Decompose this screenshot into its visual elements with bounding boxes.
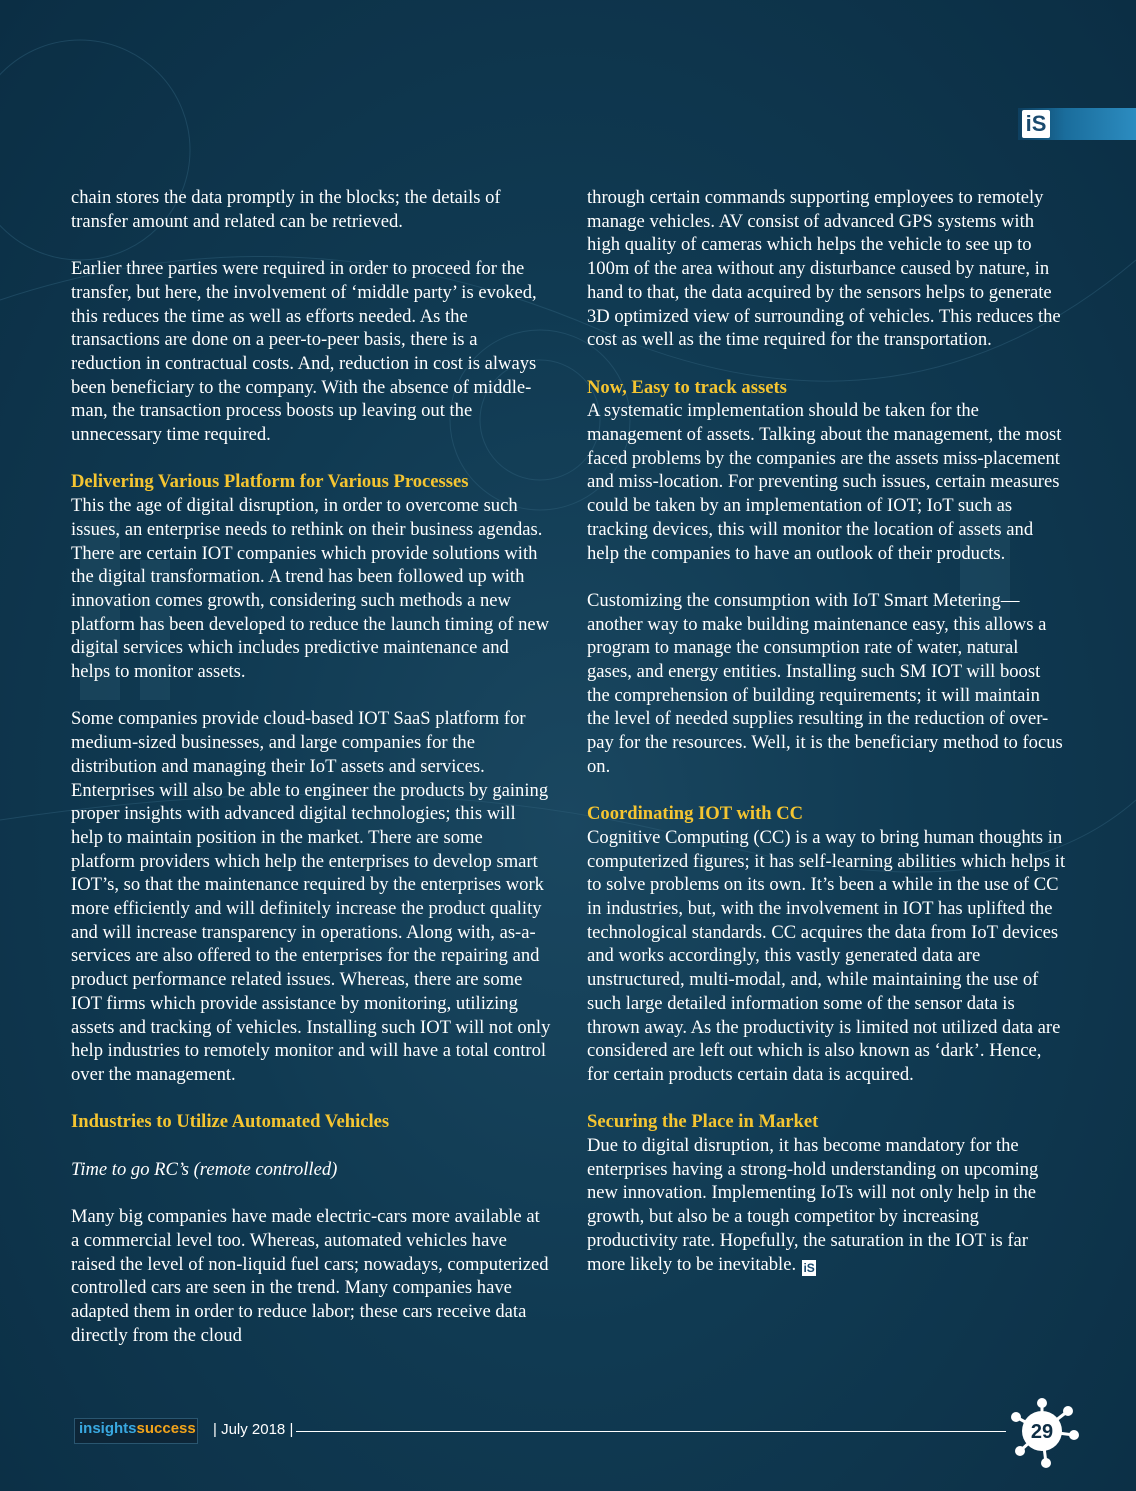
section-heading: Securing the Place in Market (587, 1111, 819, 1133)
section-heading: Now, Easy to track assets (587, 376, 787, 398)
paragraph: chain stores the data promptly in the blocks; the details of transfer amount and related can be retrieved. (71, 187, 501, 232)
paragraph: Some companies provide cloud-based IOT SaaS platform for medium-sized businesses, and large companies for the distribution and managing their IoT assets and services. Enterprises will also be able to engineer the products by gaining proper insights with advanced digital technologies; this will help to maintain position in the market. There are some platform providers which help the enterprises to develop smart IOT’s, so that the maintenance required by the enterprises work more efficiently and will definitely increase the product quality and will increase transparency in operations. Along with, as-a-services are also offered to the enterprises for the repairing and product performance related issues. Whereas, there are some IOT firms which provide assistance by monitoring, utilizing assets and tracking of vehicles. Installing such IOT will not only help industries to remotely monitor and will have a total control over the management. (71, 708, 551, 1085)
section-heading: Coordinating IOT with CC (587, 803, 804, 825)
brand-name-part1: insights (79, 1420, 137, 1437)
footer (0, 1405, 1136, 1465)
section-body: Cognitive Computing (CC) is a way to bring human thoughts in computerized figures; it has self-learning abilities which helps it to solve problems on its own. It’s been a while in the use of CC in industries, but, with the involvement in IOT has uplifted the technological standards. CC acquires the data from IoT devices and works accordingly, this vastly generated data are unstructured, multi-modal, and, while maintaining the use of such large detailed information some of the sensor data is thrown away. As the productivity is limited not utilized data are considered are left out which is also known as ‘dark’. Hence, for certain products certain data is acquired. (587, 826, 1066, 1085)
brand-name-part2: success (136, 1420, 196, 1437)
issue-date: | July 2018 | (213, 1421, 294, 1438)
section (587, 376, 1067, 566)
section (587, 1110, 1067, 1276)
left-column (71, 186, 551, 1347)
footer-divider (296, 1431, 1006, 1432)
page-number: 29 (1030, 1421, 1054, 1443)
right-column (587, 186, 1067, 1276)
paragraph: Customizing the consumption with IoT Smart Metering—another way to make building maintenance easy, this allows a program to manage the consumption rate of water, natural gases, and energy entities. Installing such SM IOT will boost the comprehension of building requirements; it will maintain the level of needed supplies resulting in the reduction of over-pay for the resources. Well, it is the beneficiary method to focus on. (587, 589, 1063, 777)
section (71, 470, 551, 683)
section-body: A systematic implementation should be taken for the management of assets. Talking about the management, the most faced problems by the companies are the assets miss-placement and miss-location. For preventing such issues, certain measures could be taken by an implementation of IOT; IoT such as tracking devices, this will monitor the location of assets and help the companies to have an outlook of their products. (587, 400, 1062, 564)
brand-logo (74, 1418, 198, 1444)
paragraph: through certain commands supporting employees to remotely manage vehicles. AV consist of advanced GPS systems with high quality of cameras which helps the vehicle to see up to 100m of the area without any disturbance caused by nature, in hand to that, the data acquired by the sensors helps to generate 3D optimized view of surrounding of vehicles. This reduces the cost as well as the time required for the transportation. (587, 187, 1061, 351)
section-body: This the age of digital disruption, in order to overcome such issues, an enterprise needs to rethink on their business agendas. There are certain IOT companies which provide solutions with the digital transformation. A trend has been followed up with innovation comes growth, considering such methods a new platform has been developed to reduce the launch timing of new digital services which includes predictive maintenance and helps to monitor assets. (71, 495, 550, 683)
section-heading: Industries to Utilize Automated Vehicles (71, 1111, 390, 1133)
section-heading: Delivering Various Platform for Various Processes (71, 471, 469, 493)
section-body: Due to digital disruption, it has become mandatory for the enterprises having a strong-hold understanding on upcoming new innovation. Implementing IoTs will not only help in the growth, but also be a tough competitor by increasing productivity rate. Hopefully, the saturation in the IOT is far more likely to be inevitable. (587, 1135, 1039, 1275)
paragraph: Many big companies have made electric-cars more available at a commercial level too. Whereas, automated vehicles have raised the level of non-liquid fuel cars; nowadays, computerized controlled cars are seen in the trend. Many companies have adapted them in order to reduce labor; these cars receive data directly from the cloud (71, 1206, 549, 1346)
paragraph: Earlier three parties were required in order to proceed for the transfer, but here, the involvement of ‘middle party’ is evoked, this reduces the time as well as efforts needed. As the transactions are done on a peer-to-peer basis, there is a reduction in contractual costs. And, reduction in cost is always been beneficiary to the company. With the absence of middle-man, the transaction process boosts up leaving out the unnecessary time required. (71, 258, 537, 446)
corner-logo-icon: iS (1022, 110, 1050, 138)
section-heading-block (71, 1110, 551, 1134)
subheading: Time to go RC’s (remote controlled) (71, 1158, 338, 1180)
end-mark-icon: iS (803, 1260, 815, 1275)
section (587, 802, 1067, 1086)
